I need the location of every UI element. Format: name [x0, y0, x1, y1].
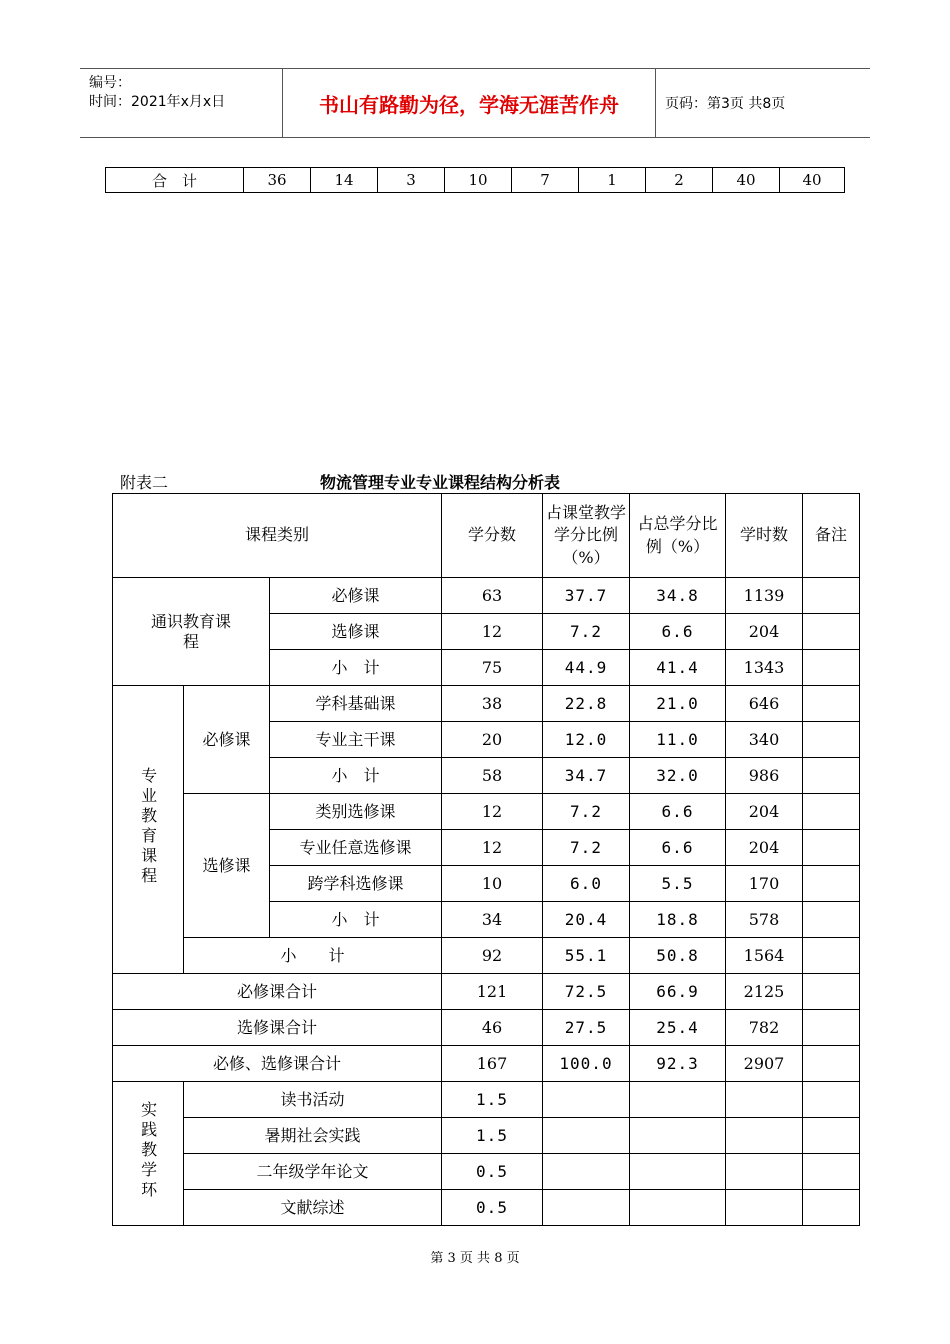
empty-cell — [630, 1118, 726, 1154]
empty-cell — [726, 1154, 803, 1190]
credits-cell: 12 — [442, 614, 543, 650]
total-ratio-cell: 6.6 — [630, 614, 726, 650]
class-ratio-cell: 22.8 — [543, 686, 630, 722]
class-ratio-cell: 20.4 — [543, 902, 630, 938]
row-name: 文献综述 — [184, 1190, 442, 1226]
remarks-cell — [803, 1082, 860, 1118]
hours-cell: 1343 — [726, 650, 803, 686]
table-row — [113, 1154, 860, 1190]
credits-cell: 0.5 — [442, 1190, 543, 1226]
table-row — [113, 794, 860, 830]
empty-cell — [630, 1082, 726, 1118]
table-row — [113, 1118, 860, 1154]
row-name: 专业主干课 — [270, 722, 442, 758]
hours-cell: 578 — [726, 902, 803, 938]
class-ratio-cell: 7.2 — [543, 830, 630, 866]
credits-cell: 92 — [442, 938, 543, 974]
total-ratio-cell: 18.8 — [630, 902, 726, 938]
col-header-class-ratio: 占课堂教学学分比例（%） — [543, 494, 630, 578]
credits-cell: 20 — [442, 722, 543, 758]
credits-cell: 38 — [442, 686, 543, 722]
course-structure-table — [112, 493, 860, 1226]
summary-cell: 10 — [445, 168, 512, 193]
hours-cell: 986 — [726, 758, 803, 794]
total-ratio-cell: 5.5 — [630, 866, 726, 902]
total-ratio-cell: 6.6 — [630, 830, 726, 866]
remarks-cell — [803, 650, 860, 686]
professional-required-label: 必修课 — [184, 686, 270, 794]
total-ratio-cell: 11.0 — [630, 722, 726, 758]
credits-cell: 58 — [442, 758, 543, 794]
col-header-category: 课程类别 — [113, 494, 442, 578]
general-education-label — [113, 578, 270, 686]
total-ratio-cell: 32.0 — [630, 758, 726, 794]
row-name: 学科基础课 — [270, 686, 442, 722]
summary-row — [106, 168, 845, 193]
remarks-cell — [803, 830, 860, 866]
empty-cell — [543, 1154, 630, 1190]
row-name: 选修课合计 — [113, 1010, 442, 1046]
summary-cell: 7 — [512, 168, 579, 193]
header-meta — [80, 69, 282, 137]
remarks-cell — [803, 866, 860, 902]
table-row — [113, 1190, 860, 1226]
credits-cell: 46 — [442, 1010, 543, 1046]
total-ratio-cell: 6.6 — [630, 794, 726, 830]
col-header-total-ratio: 占总学分比例（%） — [630, 494, 726, 578]
table-row — [113, 686, 860, 722]
hours-cell: 170 — [726, 866, 803, 902]
empty-cell — [630, 1190, 726, 1226]
professional-education-label — [113, 686, 184, 974]
hours-cell: 204 — [726, 614, 803, 650]
remarks-cell — [803, 1190, 860, 1226]
table-row — [113, 1046, 860, 1082]
row-name: 选修课 — [270, 614, 442, 650]
table-title: 物流管理专业专业课程结构分析表 — [320, 473, 561, 492]
header-page-label: 页码：第3页 共8页 — [665, 96, 786, 112]
remarks-cell — [803, 1010, 860, 1046]
code-label: 编号： — [89, 75, 131, 91]
summary-cell: 36 — [244, 168, 311, 193]
page-header — [80, 68, 870, 138]
practice-text: 实践教学环 — [138, 1101, 158, 1202]
row-name: 二年级学年论文 — [184, 1154, 442, 1190]
total-ratio-cell: 92.3 — [630, 1046, 726, 1082]
header-row — [113, 494, 860, 578]
summary-table — [105, 167, 845, 193]
credits-cell: 75 — [442, 650, 543, 686]
remarks-cell — [803, 1046, 860, 1082]
hours-cell: 204 — [726, 830, 803, 866]
table-row — [113, 578, 860, 614]
class-ratio-cell: 44.9 — [543, 650, 630, 686]
credits-cell: 10 — [442, 866, 543, 902]
summary-cell: 40 — [713, 168, 780, 193]
row-name: 类别选修课 — [270, 794, 442, 830]
hours-cell: 340 — [726, 722, 803, 758]
hours-cell: 2907 — [726, 1046, 803, 1082]
row-name: 必修课 — [270, 578, 442, 614]
professional-elective-label: 选修课 — [184, 794, 270, 938]
class-ratio-cell: 7.2 — [543, 794, 630, 830]
total-ratio-cell: 50.8 — [630, 938, 726, 974]
hours-cell: 2125 — [726, 974, 803, 1010]
class-ratio-cell: 7.2 — [543, 614, 630, 650]
col-header-credits: 学分数 — [442, 494, 543, 578]
total-ratio-cell: 41.4 — [630, 650, 726, 686]
remarks-cell — [803, 1154, 860, 1190]
credits-cell: 167 — [442, 1046, 543, 1082]
total-ratio-cell: 66.9 — [630, 974, 726, 1010]
table-row — [113, 974, 860, 1010]
remarks-cell — [803, 794, 860, 830]
summary-cell: 1 — [579, 168, 646, 193]
credits-cell: 34 — [442, 902, 543, 938]
remarks-cell — [803, 758, 860, 794]
hours-cell: 204 — [726, 794, 803, 830]
row-name: 小 计 — [270, 902, 442, 938]
credits-cell: 0.5 — [442, 1154, 543, 1190]
remarks-cell — [803, 722, 860, 758]
empty-cell — [543, 1118, 630, 1154]
row-name: 小 计 — [270, 650, 442, 686]
col-header-remarks: 备注 — [803, 494, 860, 578]
empty-cell — [726, 1190, 803, 1226]
row-name: 小 计 — [184, 938, 442, 974]
remarks-cell — [803, 938, 860, 974]
class-ratio-cell: 55.1 — [543, 938, 630, 974]
class-ratio-cell: 37.7 — [543, 578, 630, 614]
remarks-cell — [803, 578, 860, 614]
class-ratio-cell: 6.0 — [543, 866, 630, 902]
professional-education-text: 专业教育课程 — [138, 767, 158, 888]
class-ratio-cell: 72.5 — [543, 974, 630, 1010]
appendix-label: 附表二 — [120, 473, 169, 492]
page-footer: 第 3 页 共 8 页 — [430, 1251, 520, 1266]
row-name: 小 计 — [270, 758, 442, 794]
row-name: 跨学科选修课 — [270, 866, 442, 902]
hours-cell: 782 — [726, 1010, 803, 1046]
total-ratio-cell: 25.4 — [630, 1010, 726, 1046]
empty-cell — [726, 1082, 803, 1118]
table-row — [113, 1082, 860, 1118]
col-header-hours: 学时数 — [726, 494, 803, 578]
hours-cell: 1564 — [726, 938, 803, 974]
credits-cell: 63 — [442, 578, 543, 614]
row-name: 暑期社会实践 — [184, 1118, 442, 1154]
row-name: 读书活动 — [184, 1082, 442, 1118]
header-motto: 书山有路勤为径，学海无涯苦作舟 — [282, 69, 656, 137]
empty-cell — [543, 1190, 630, 1226]
empty-cell — [543, 1082, 630, 1118]
credits-cell: 12 — [442, 830, 543, 866]
class-ratio-cell: 27.5 — [543, 1010, 630, 1046]
row-name: 专业任意选修课 — [270, 830, 442, 866]
summary-cell: 2 — [646, 168, 713, 193]
summary-cell: 14 — [311, 168, 378, 193]
class-ratio-cell: 100.0 — [543, 1046, 630, 1082]
time-label: 时间：2021年x月x日 — [89, 94, 226, 110]
hours-cell: 646 — [726, 686, 803, 722]
credits-cell: 121 — [442, 974, 543, 1010]
class-ratio-cell: 34.7 — [543, 758, 630, 794]
row-name: 必修、选修课合计 — [113, 1046, 442, 1082]
remarks-cell — [803, 902, 860, 938]
general-education-text: 通识教育课程 — [150, 612, 231, 651]
credits-cell: 1.5 — [442, 1082, 543, 1118]
total-ratio-cell: 34.8 — [630, 578, 726, 614]
summary-cell: 3 — [378, 168, 445, 193]
remarks-cell — [803, 1118, 860, 1154]
empty-cell — [630, 1154, 726, 1190]
table-row — [113, 938, 860, 974]
practice-label — [113, 1082, 184, 1226]
remarks-cell — [803, 974, 860, 1010]
summary-cell: 40 — [780, 168, 845, 193]
row-name: 必修课合计 — [113, 974, 442, 1010]
credits-cell: 1.5 — [442, 1118, 543, 1154]
remarks-cell — [803, 686, 860, 722]
total-ratio-cell: 21.0 — [630, 686, 726, 722]
empty-cell — [726, 1118, 803, 1154]
remarks-cell — [803, 614, 860, 650]
credits-cell: 12 — [442, 794, 543, 830]
table-row — [113, 1010, 860, 1046]
summary-label: 合 计 — [106, 168, 244, 193]
hours-cell: 1139 — [726, 578, 803, 614]
class-ratio-cell: 12.0 — [543, 722, 630, 758]
